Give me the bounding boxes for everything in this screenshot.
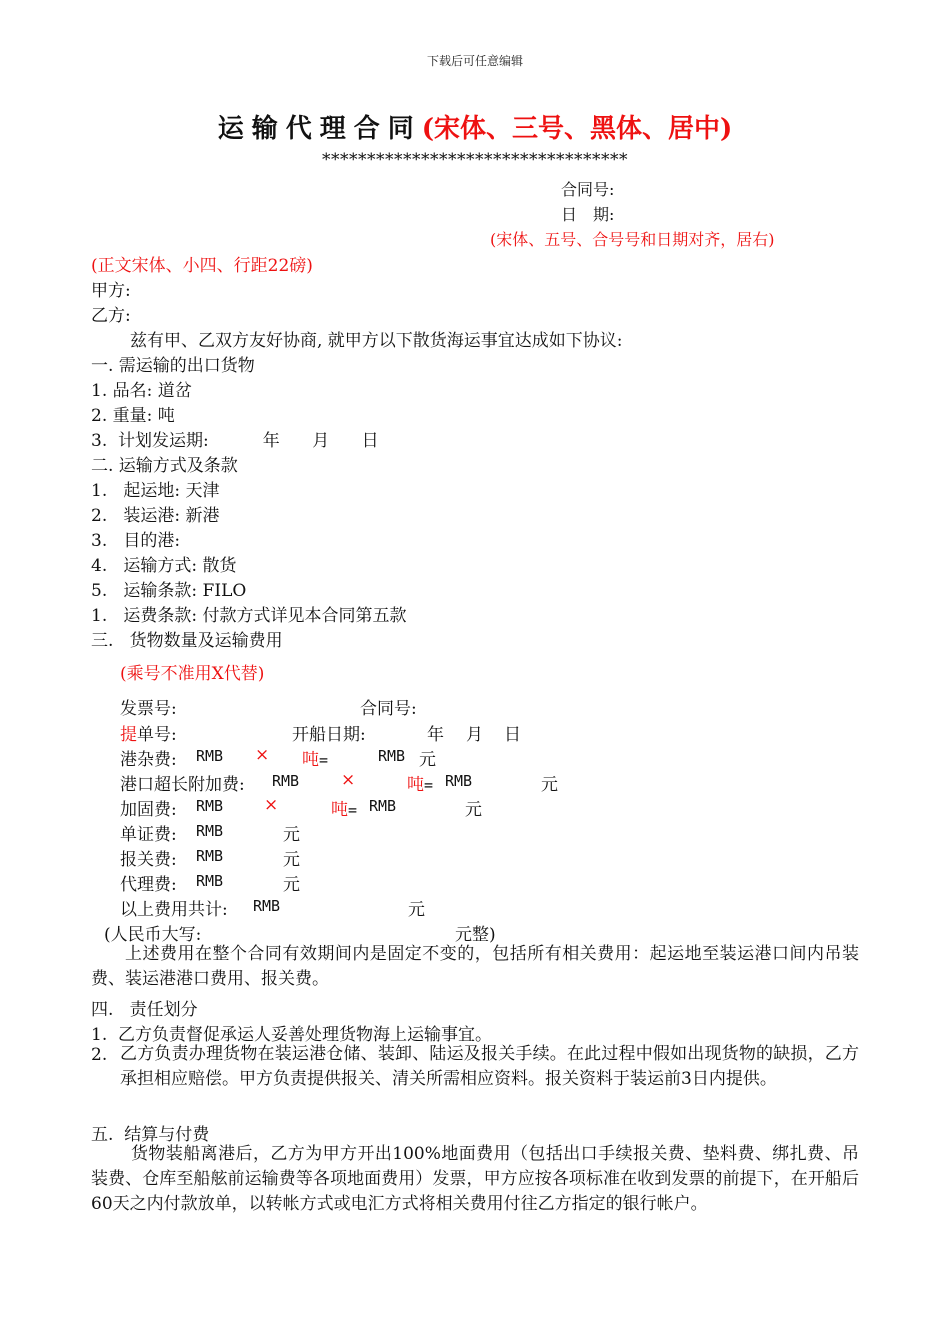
- fixed-fee-paragraph: 上述费用在整个合同有效期间内是固定不变的，包括所有相关费用：起运地至装运港口间内吊装费、装运港港口费用、报关费。: [91, 944, 859, 989]
- section-4-heading: 四. 责任划分: [91, 1000, 198, 1020]
- customs-fee-yuan: 元: [283, 850, 300, 870]
- agency-fee-rmb: RMB: [196, 872, 224, 890]
- body-format-note: (正文宋体、小四、行距22磅): [91, 256, 313, 276]
- section-1-item: 2. 重量: 吨: [91, 406, 175, 426]
- page-header-note: 下载后可任意编辑: [426, 54, 523, 68]
- document-fee-label: 单证费:: [120, 825, 177, 845]
- section-4-item-1: 1. 乙方负责督促承运人妥善处理货物海上运输事宜。: [91, 1025, 493, 1045]
- lashing-times: ×: [264, 795, 279, 815]
- lashing-ton: 吨=: [331, 800, 358, 820]
- multiplication-sign-note: (乘号不准用X代替): [120, 664, 265, 684]
- overlength-ton: 吨=: [407, 775, 434, 795]
- overlength-surcharge-label: 港口超长附加费:: [120, 775, 245, 795]
- section-2-item: 3. 目的港:: [91, 531, 181, 551]
- section-3-heading: 三. 货物数量及运输费用: [91, 631, 283, 651]
- intro-text: 兹有甲、乙双方友好协商, 就甲方以下散货海运事宜达成如下协议:: [130, 331, 623, 351]
- section-2-item: 4. 运输方式: 散货: [91, 556, 237, 576]
- overlength-rmb: RMB: [272, 772, 300, 790]
- document-fee-rmb: RMB: [196, 822, 224, 840]
- port-misc-rmb: RMB: [196, 747, 224, 765]
- section-2-item: 1. 运费条款: 付款方式详见本合同第五款: [91, 606, 407, 626]
- sailing-day: 日: [504, 725, 521, 745]
- sailing-year: 年: [427, 725, 444, 745]
- agency-fee-label: 代理费:: [120, 875, 177, 895]
- bill-of-lading-first-char: 提: [120, 725, 137, 745]
- section-1-item: 3. 计划发运期: 年 月 日: [91, 431, 379, 451]
- agency-fee-yuan: 元: [283, 875, 300, 895]
- lashing-rmb-total: RMB: [369, 797, 397, 815]
- fee-contract-number-label: 合同号:: [360, 699, 417, 719]
- section-1-heading: 一. 需运输的出口货物: [91, 356, 255, 376]
- lashing-yuan: 元: [465, 800, 482, 820]
- title-format-note: (宋体、三号、黑体、居中): [421, 114, 733, 144]
- section-2-item: 2. 装运港: 新港: [91, 506, 220, 526]
- port-misc-ton: 吨=: [302, 750, 329, 770]
- title-main: 运输代理合同: [217, 114, 422, 144]
- meta-format-note: (宋体、五号、合号号和日期对齐，居右): [490, 230, 775, 249]
- invoice-number-label: 发票号:: [120, 699, 177, 719]
- star-divider: **********************************: [322, 150, 628, 170]
- customs-fee-label: 报关费:: [120, 850, 177, 870]
- lashing-fee-label: 加固费:: [120, 800, 177, 820]
- section-2-heading: 二. 运输方式及条款: [91, 456, 238, 476]
- document-fee-yuan: 元: [283, 825, 300, 845]
- section-1-item: 1. 品名: 道岔: [91, 381, 192, 401]
- total-fee-yuan: 元: [408, 900, 425, 920]
- date-label: 日 期:: [561, 205, 615, 224]
- capital-amount-label: (人民币大写:: [104, 925, 202, 945]
- customs-fee-rmb: RMB: [196, 847, 224, 865]
- overlength-rmb-total: RMB: [445, 772, 473, 790]
- port-misc-fee-label: 港杂费:: [120, 750, 177, 770]
- contract-number-label: 合同号:: [561, 180, 615, 199]
- section-4-item-2: 乙方负责办理货物在装运港仓储、装卸、陆运及报关手续。在此过程中假如出现货物的缺损，乙方承担相应赔偿。甲方负责提供报关、清关所需相应资料。报关资料于装运前3日内提供。: [120, 1044, 859, 1089]
- lashing-rmb: RMB: [196, 797, 224, 815]
- section-5-body: 货物装船离港后，乙方为甲方开出100%地面费用（包括出口手续报关费、垫料费、绑扎费、吊装费、仓库至船舷前运输费等各项地面费用）发票，甲方应按各项标准在收到发票的前提下，在开船后60天之内付款放单，以转帐方式或电汇方式将相关费用付往乙方指定的银行帐户。: [91, 1144, 859, 1214]
- total-fee-rmb: RMB: [253, 897, 281, 915]
- total-fee-label: 以上费用共计:: [120, 900, 228, 920]
- capital-amount-close: 元整): [455, 925, 496, 945]
- port-misc-yuan: 元: [419, 750, 436, 770]
- overlength-times: ×: [341, 770, 356, 790]
- section-2-item: 5. 运输条款: FILO: [91, 581, 247, 601]
- overlength-yuan: 元: [541, 775, 558, 795]
- bill-of-lading-label: [120, 720, 177, 745]
- port-misc-rmb-total: RMB: [378, 747, 406, 765]
- section-2-item: 1. 起运地: 天津: [91, 481, 220, 501]
- section-4-item-2-number: 2.: [91, 1045, 108, 1065]
- party-b-label: 乙方:: [91, 306, 131, 326]
- document-title: [0, 108, 950, 145]
- party-a-label: 甲方:: [91, 281, 131, 301]
- bill-of-lading-label-rest: 单号:: [137, 725, 177, 745]
- section-5-heading: 五. 结算与付费: [91, 1125, 210, 1145]
- port-misc-times: ×: [255, 745, 270, 765]
- sailing-date-label: 开船日期:: [292, 725, 366, 745]
- sailing-month: 月: [466, 725, 483, 745]
